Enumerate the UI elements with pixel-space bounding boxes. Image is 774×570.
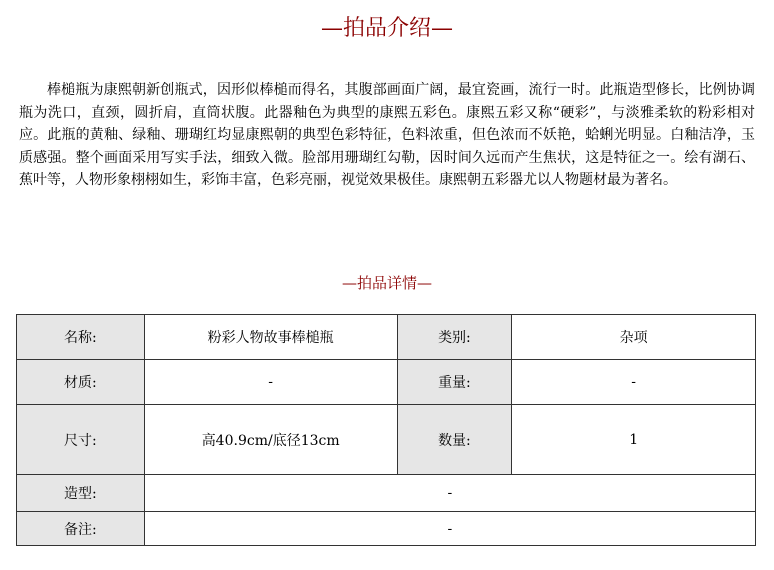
quantity-label: 数量: xyxy=(397,405,512,475)
weight-value: - xyxy=(512,360,756,405)
remarks-label: 备注: xyxy=(17,512,145,546)
weight-label: 重量: xyxy=(397,360,512,405)
details-table xyxy=(16,314,756,546)
name-value: 粉彩人物故事棒槌瓶 xyxy=(144,315,397,360)
name-label: 名称: xyxy=(17,315,145,360)
table-row xyxy=(17,512,756,546)
category-label: 类别: xyxy=(397,315,512,360)
remarks-value: - xyxy=(144,512,755,546)
intro-section-title: —拍品介绍— xyxy=(320,16,453,41)
category-value: 杂项 xyxy=(512,315,756,360)
table-row xyxy=(17,315,756,360)
table-row xyxy=(17,405,756,475)
material-value: - xyxy=(144,360,397,405)
quantity-value: 1 xyxy=(512,405,756,475)
table-row xyxy=(17,475,756,512)
shape-value: - xyxy=(144,475,755,512)
details-section-title: —拍品详情— xyxy=(341,274,432,292)
intro-paragraph: 棒槌瓶为康熙朝新创瓶式，因形似棒槌而得名，其腹部画面广阔，最宜瓷画，流行一时。此瓶造型修长，比例协调瓶为洗口，直颈，圆折肩，直筒状腹。此器釉色为典型的康熙五彩色。康熙五彩又称“硬彩”，与淡雅柔软的粉彩相对应。此瓶的黄釉、绿釉、珊瑚红均显康熙朝的典型色彩特征，色料浓重，但色浓而不妖艳，蛤蜊光明显。白釉洁净，玉质感强。整个画面采用写实手法，细致入微。脸部用珊瑚红勾勒，因时间久远而产生焦状，这是特征之一。绘有湖石、蕉叶等，人物形象栩栩如生，彩饰丰富，色彩亮丽，视觉效果极佳。康熙朝五彩器尤以人物题材最为著名。 xyxy=(19,82,755,188)
shape-label: 造型: xyxy=(17,475,145,512)
table-row xyxy=(17,360,756,405)
material-label: 材质: xyxy=(17,360,145,405)
size-label: 尺寸: xyxy=(17,405,145,475)
size-value: 高40.9cm/底径13cm xyxy=(144,405,397,475)
